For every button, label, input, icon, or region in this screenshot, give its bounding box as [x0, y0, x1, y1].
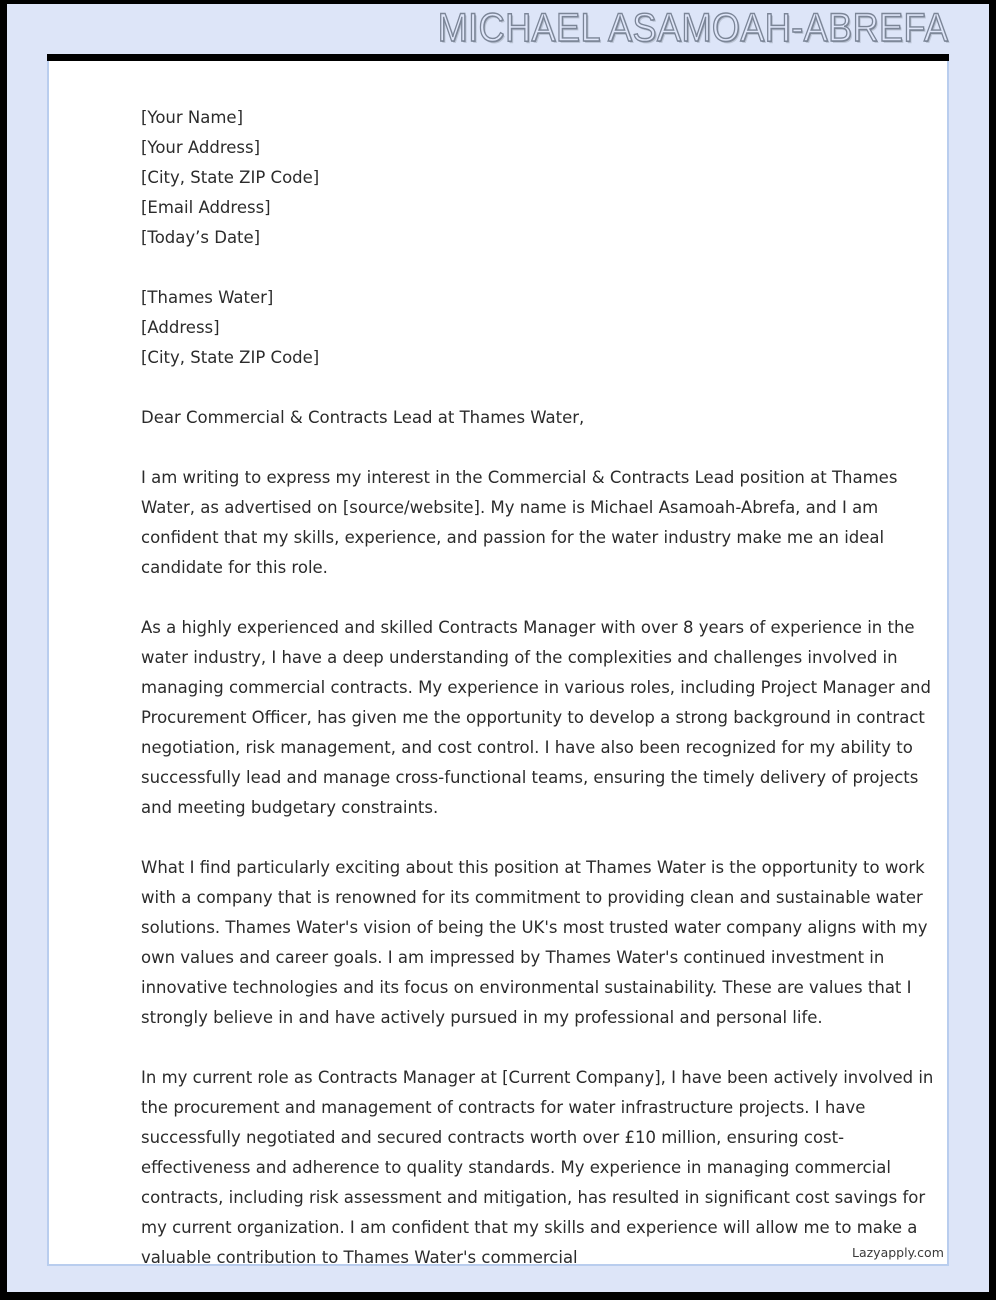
sender-line: [Your Address] [141, 138, 261, 157]
spacer [141, 373, 941, 403]
letter-paragraph: As a highly experienced and skilled Contracts Manager with over 8 years of experience in the water industry, I have a deep understanding of the complexities and challenges involved in managing commercial contracts. My experience in various roles, including Project Manager and Procurement Officer, has given me the opportunity to develop a strong background in contract negotiation, risk management, and cost control. I have also been recognized for my ability to successfully lead and manage cross-functional teams, ensuring the timely delivery of projects and meeting budgetary constraints. [141, 618, 931, 817]
recipient-line: [City, State ZIP Code] [141, 348, 320, 367]
recipient-line: [Address] [141, 318, 220, 337]
letter-paragraph: I am writing to express my interest in the Commercial & Contracts Lead position at Thames Water, as advertised on [source/website]. My name is Michael Asamoah-Abrefa, and I am confident that my skills, experience, and passion for the water industry make me an ideal candidate for this role. [141, 468, 898, 577]
recipient-address-block [141, 283, 941, 373]
cover-letter-body [141, 103, 941, 1273]
page-title: MICHAEL ASAMOAH-ABREFA [437, 6, 948, 50]
document-header [7, 4, 989, 54]
sender-line: [Your Name] [141, 108, 244, 127]
sender-line: [City, State ZIP Code] [141, 168, 320, 187]
recipient-line: [Thames Water] [141, 288, 274, 307]
sender-line: [Email Address] [141, 198, 271, 217]
sender-line: [Today’s Date] [141, 228, 261, 247]
spacer [141, 583, 941, 613]
page-backdrop [7, 4, 989, 1292]
spacer [141, 433, 941, 463]
letter-page [47, 61, 949, 1266]
spacer [141, 823, 941, 853]
lazyapply-watermark: Lazyapply.com [852, 1245, 944, 1260]
spacer [141, 1033, 941, 1063]
sender-address-block [141, 103, 941, 253]
spacer [141, 253, 941, 283]
letter-paragraph: What I find particularly exciting about this position at Thames Water is the opportunity to work with a company that is renowned for its commitment to providing clean and sustainable water solutions. Thames Water's vision of being the UK's most trusted water company aligns with my own values and career goals. I am impressed by Thames Water's continued investment in innovative technologies and its focus on environmental sustainability. These are values that I strongly believe in and have actively pursued in my professional and personal life. [141, 858, 928, 1027]
salutation: Dear Commercial & Contracts Lead at Thames Water, [141, 408, 585, 427]
title-divider-rule [47, 54, 949, 61]
letter-paragraph: In my current role as Contracts Manager at [Current Company], I have been actively involved in the procurement and management of contracts for water infrastructure projects. I have successfully negotiated and secured contracts worth over £10 million, ensuring cost-effectiveness and adherence to quality standards. My experience in managing commercial contracts, including risk assessment and mitigation, has resulted in significant cost savings for my current organization. I am confident that my skills and experience will allow me to make a valuable contribution to Thames Water's commercial [141, 1068, 934, 1267]
